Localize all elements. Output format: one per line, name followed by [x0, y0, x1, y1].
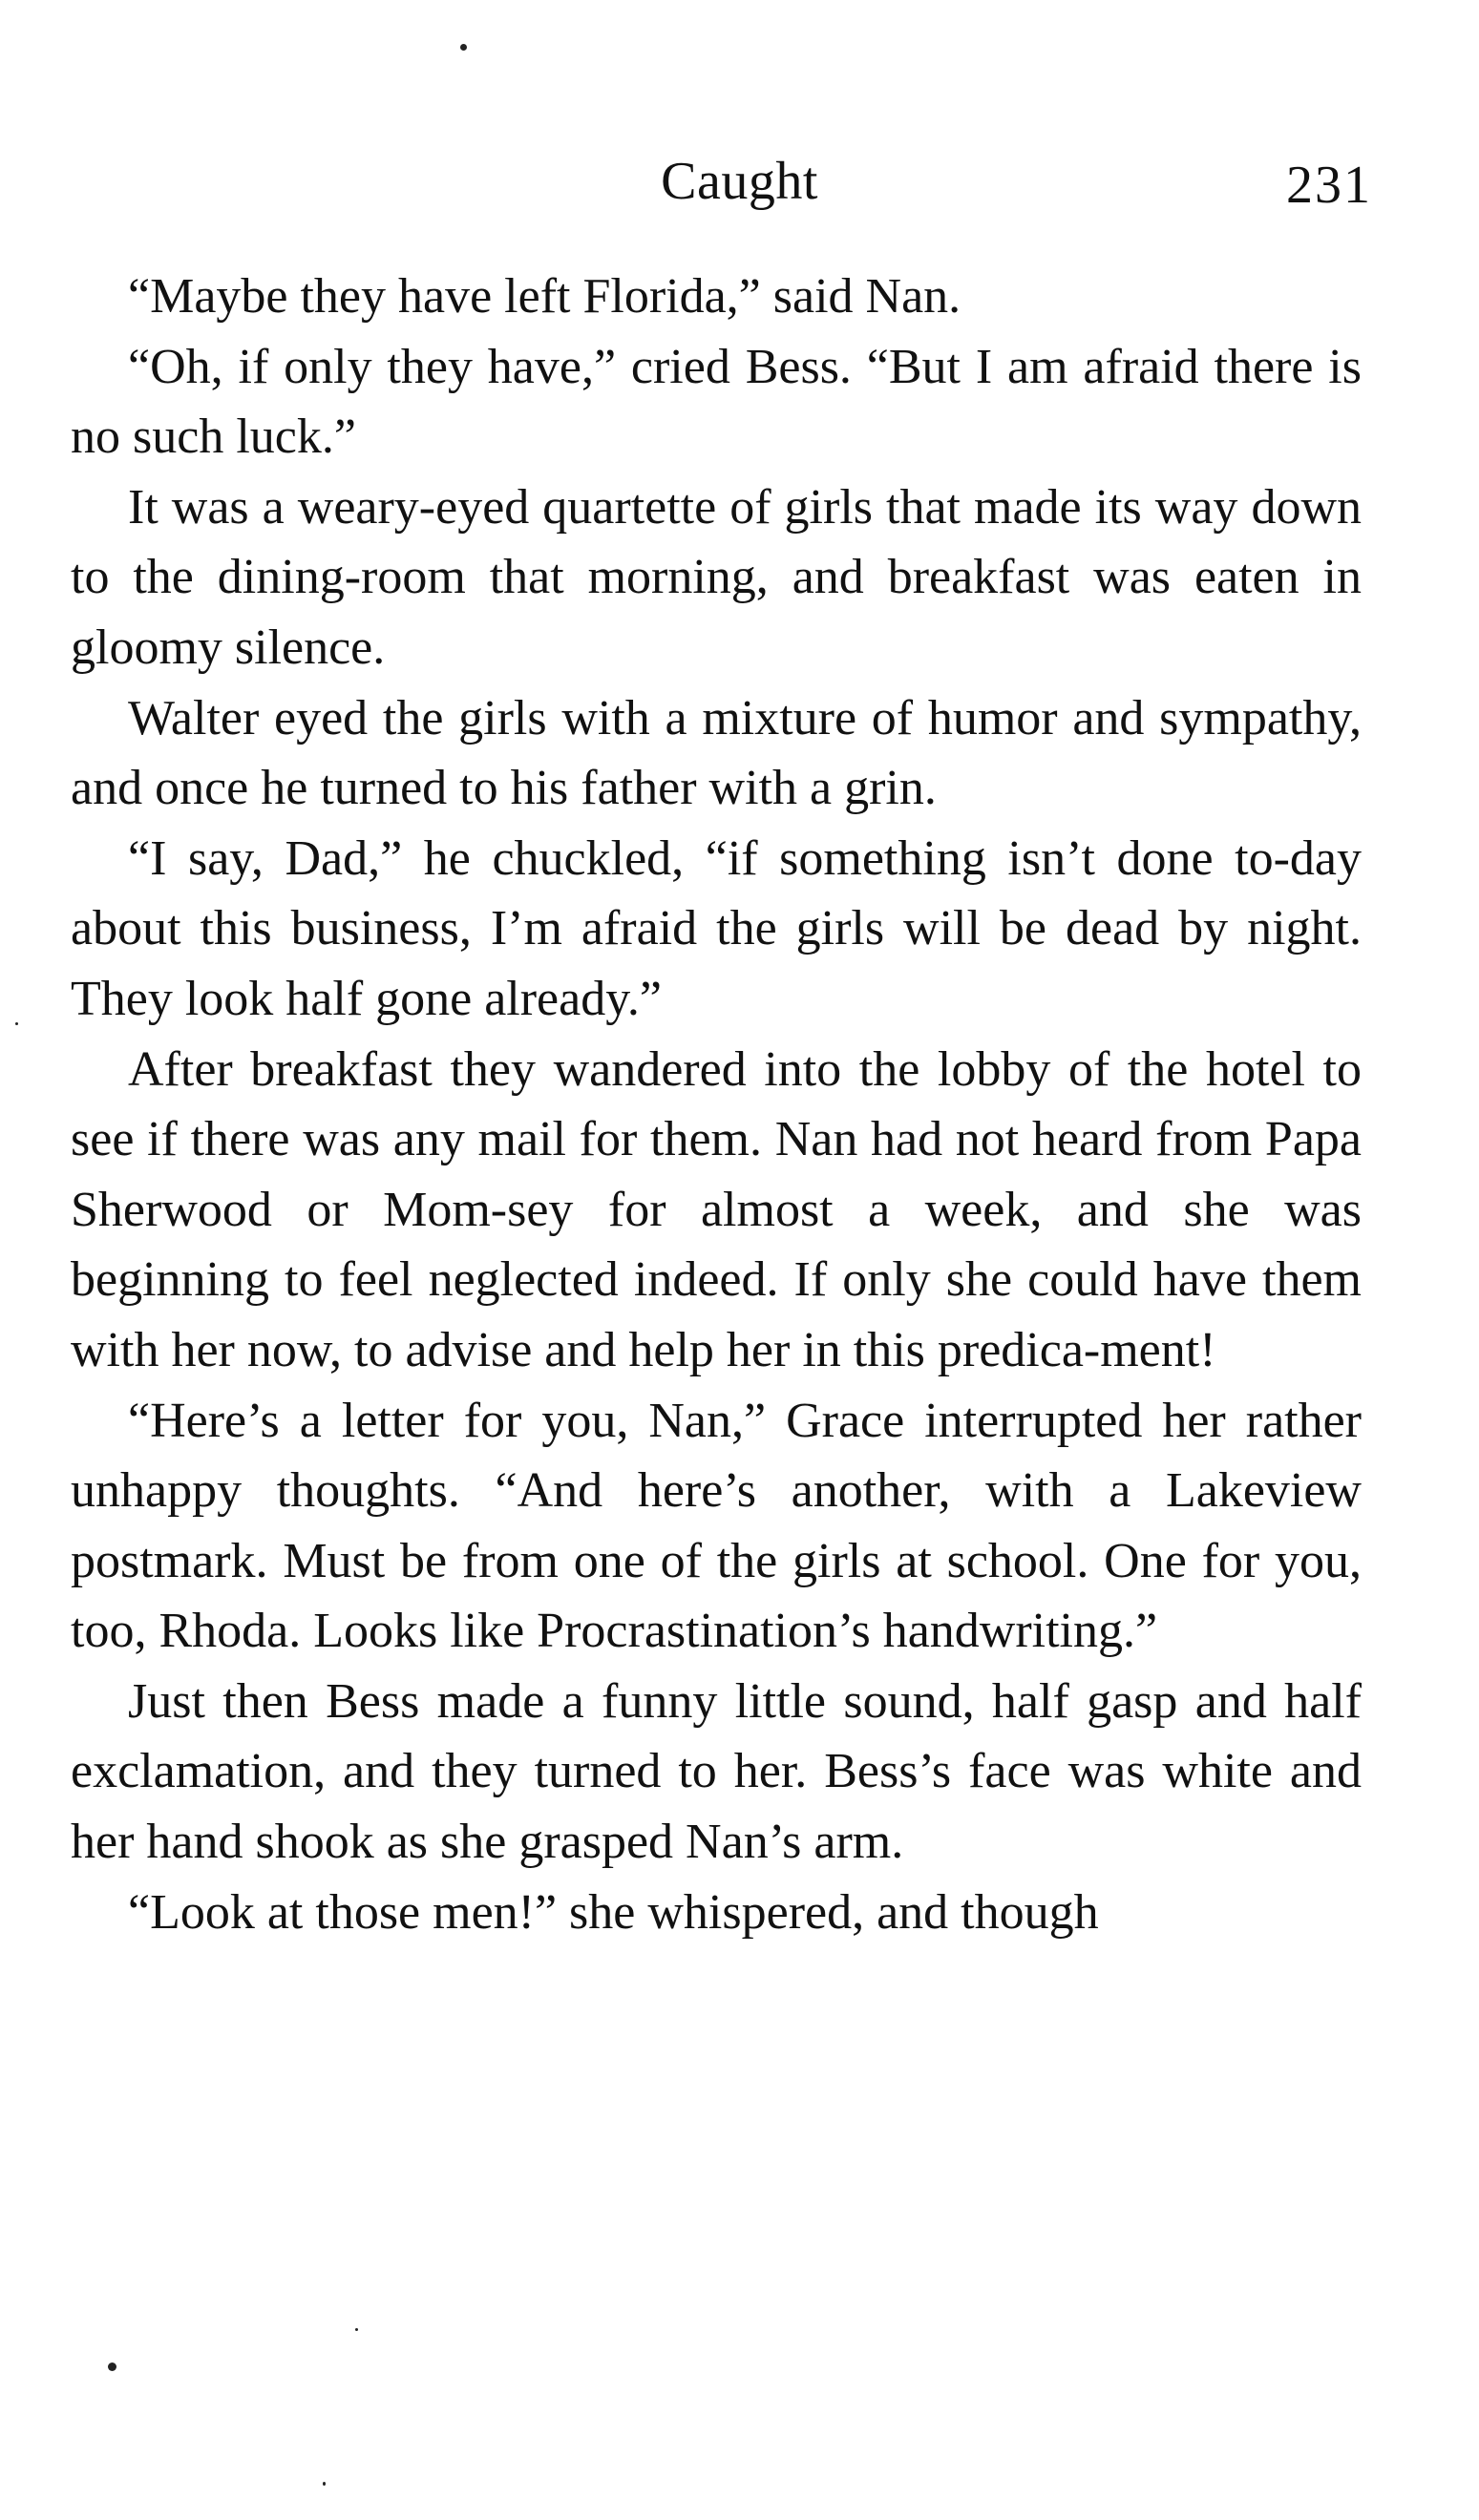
page-number: 231 [1286, 156, 1372, 215]
paragraph-8: Just then Bess made a funny little sound, half gasp and half exclamation, and they turned to her. Bess’s face was white and her hand shook as she grasped Nan’s arm. [71, 1673, 1362, 1870]
paragraph-7: “Here’s a letter for you, Nan,” Grace interrupted her rather unhappy thoughts. “And here’s another, with a Lakeview postmark. Must be from one of the girls at school. One for you, too, Rhoda. Looks like Procrastination’s handwriting.” [71, 1393, 1362, 1659]
chapter-title: Caught [661, 152, 818, 211]
scan-speck [460, 44, 467, 51]
scan-speck [323, 2482, 326, 2486]
paragraph-5: “I say, Dad,” he chuckled, “if something isn’t done to-day about this business, I’m afraid the girls will be dead by night. They look half gone already.” [71, 830, 1362, 1026]
paragraph-2: “Oh, if only they have,” cried Bess. “But I am afraid there is no such luck.” [71, 339, 1362, 465]
scan-speck [15, 1022, 18, 1025]
paragraph-9: “Look at those men!” she whispered, and though [128, 1884, 1099, 1940]
paragraph-6: After breakfast they wandered into the lobby of the hotel to see if there was any mail for them. Nan had not heard from Papa Sherwood or Mom-sey for almost a week, and she was beginning to feel neglected indeed. If only she could have them with her now, to advise and help her in this predica-ment! [71, 1041, 1362, 1377]
paragraph-4: Walter eyed the girls with a mixture of humor and sympathy, and once he turned to his father with a grin. [71, 690, 1362, 816]
running-head [0, 143, 1479, 220]
paragraph-3: It was a weary-eyed quartette of girls that made its way down to the dining-room that morning, and breakfast was eaten in gloomy silence. [71, 479, 1362, 675]
paragraph-1: “Maybe they have left Florida,” said Nan. [128, 269, 961, 324]
scan-speck [108, 2362, 116, 2371]
scan-speck [355, 2328, 358, 2331]
body-text [71, 262, 1362, 1947]
